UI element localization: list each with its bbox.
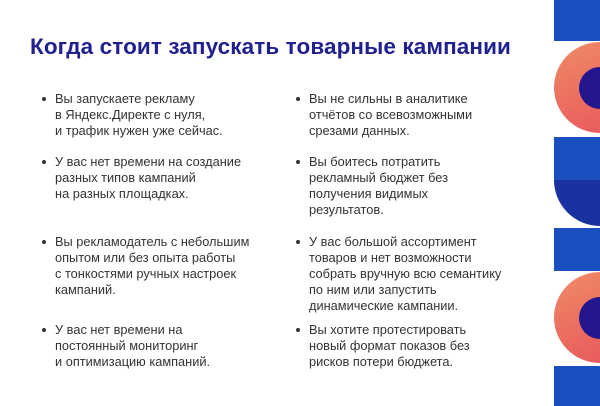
decor-ring	[554, 42, 600, 134]
list-item: Вы запускаете рекламу в Яндекс.Директе с нуля, и трафик нужен уже сейчас.	[42, 91, 223, 139]
decor-block	[554, 366, 600, 406]
decor-block	[554, 137, 600, 180]
page-title: Когда стоит запускать товарные кампании	[30, 34, 511, 59]
list-item: Вы боитесь потратить рекламный бюджет без получения видимых результатов.	[296, 154, 448, 218]
list-item: Вы не сильны в аналитике отчётов со всевозможными срезами данных.	[296, 91, 472, 139]
decor-half-circle	[554, 180, 600, 226]
decor-ring	[554, 272, 600, 364]
list-item: Вы хотите протестировать новый формат показов без рисков потери бюджета.	[296, 322, 470, 370]
list-item: У вас нет времени на постоянный мониторинг и оптимизацию кампаний.	[42, 322, 210, 370]
list-item: У вас большой ассортимент товаров и нет возможности собрать вручную всю семантику по ним или запустить динамические кампании.	[296, 234, 501, 314]
list-item: У вас нет времени на создание разных типов кампаний на разных площадках.	[42, 154, 241, 202]
decor-block	[554, 228, 600, 271]
list-item: Вы рекламодатель с небольшим опытом или без опыта работы с тонкостями ручных настроек кампаний.	[42, 234, 249, 298]
decor-block	[554, 0, 600, 41]
